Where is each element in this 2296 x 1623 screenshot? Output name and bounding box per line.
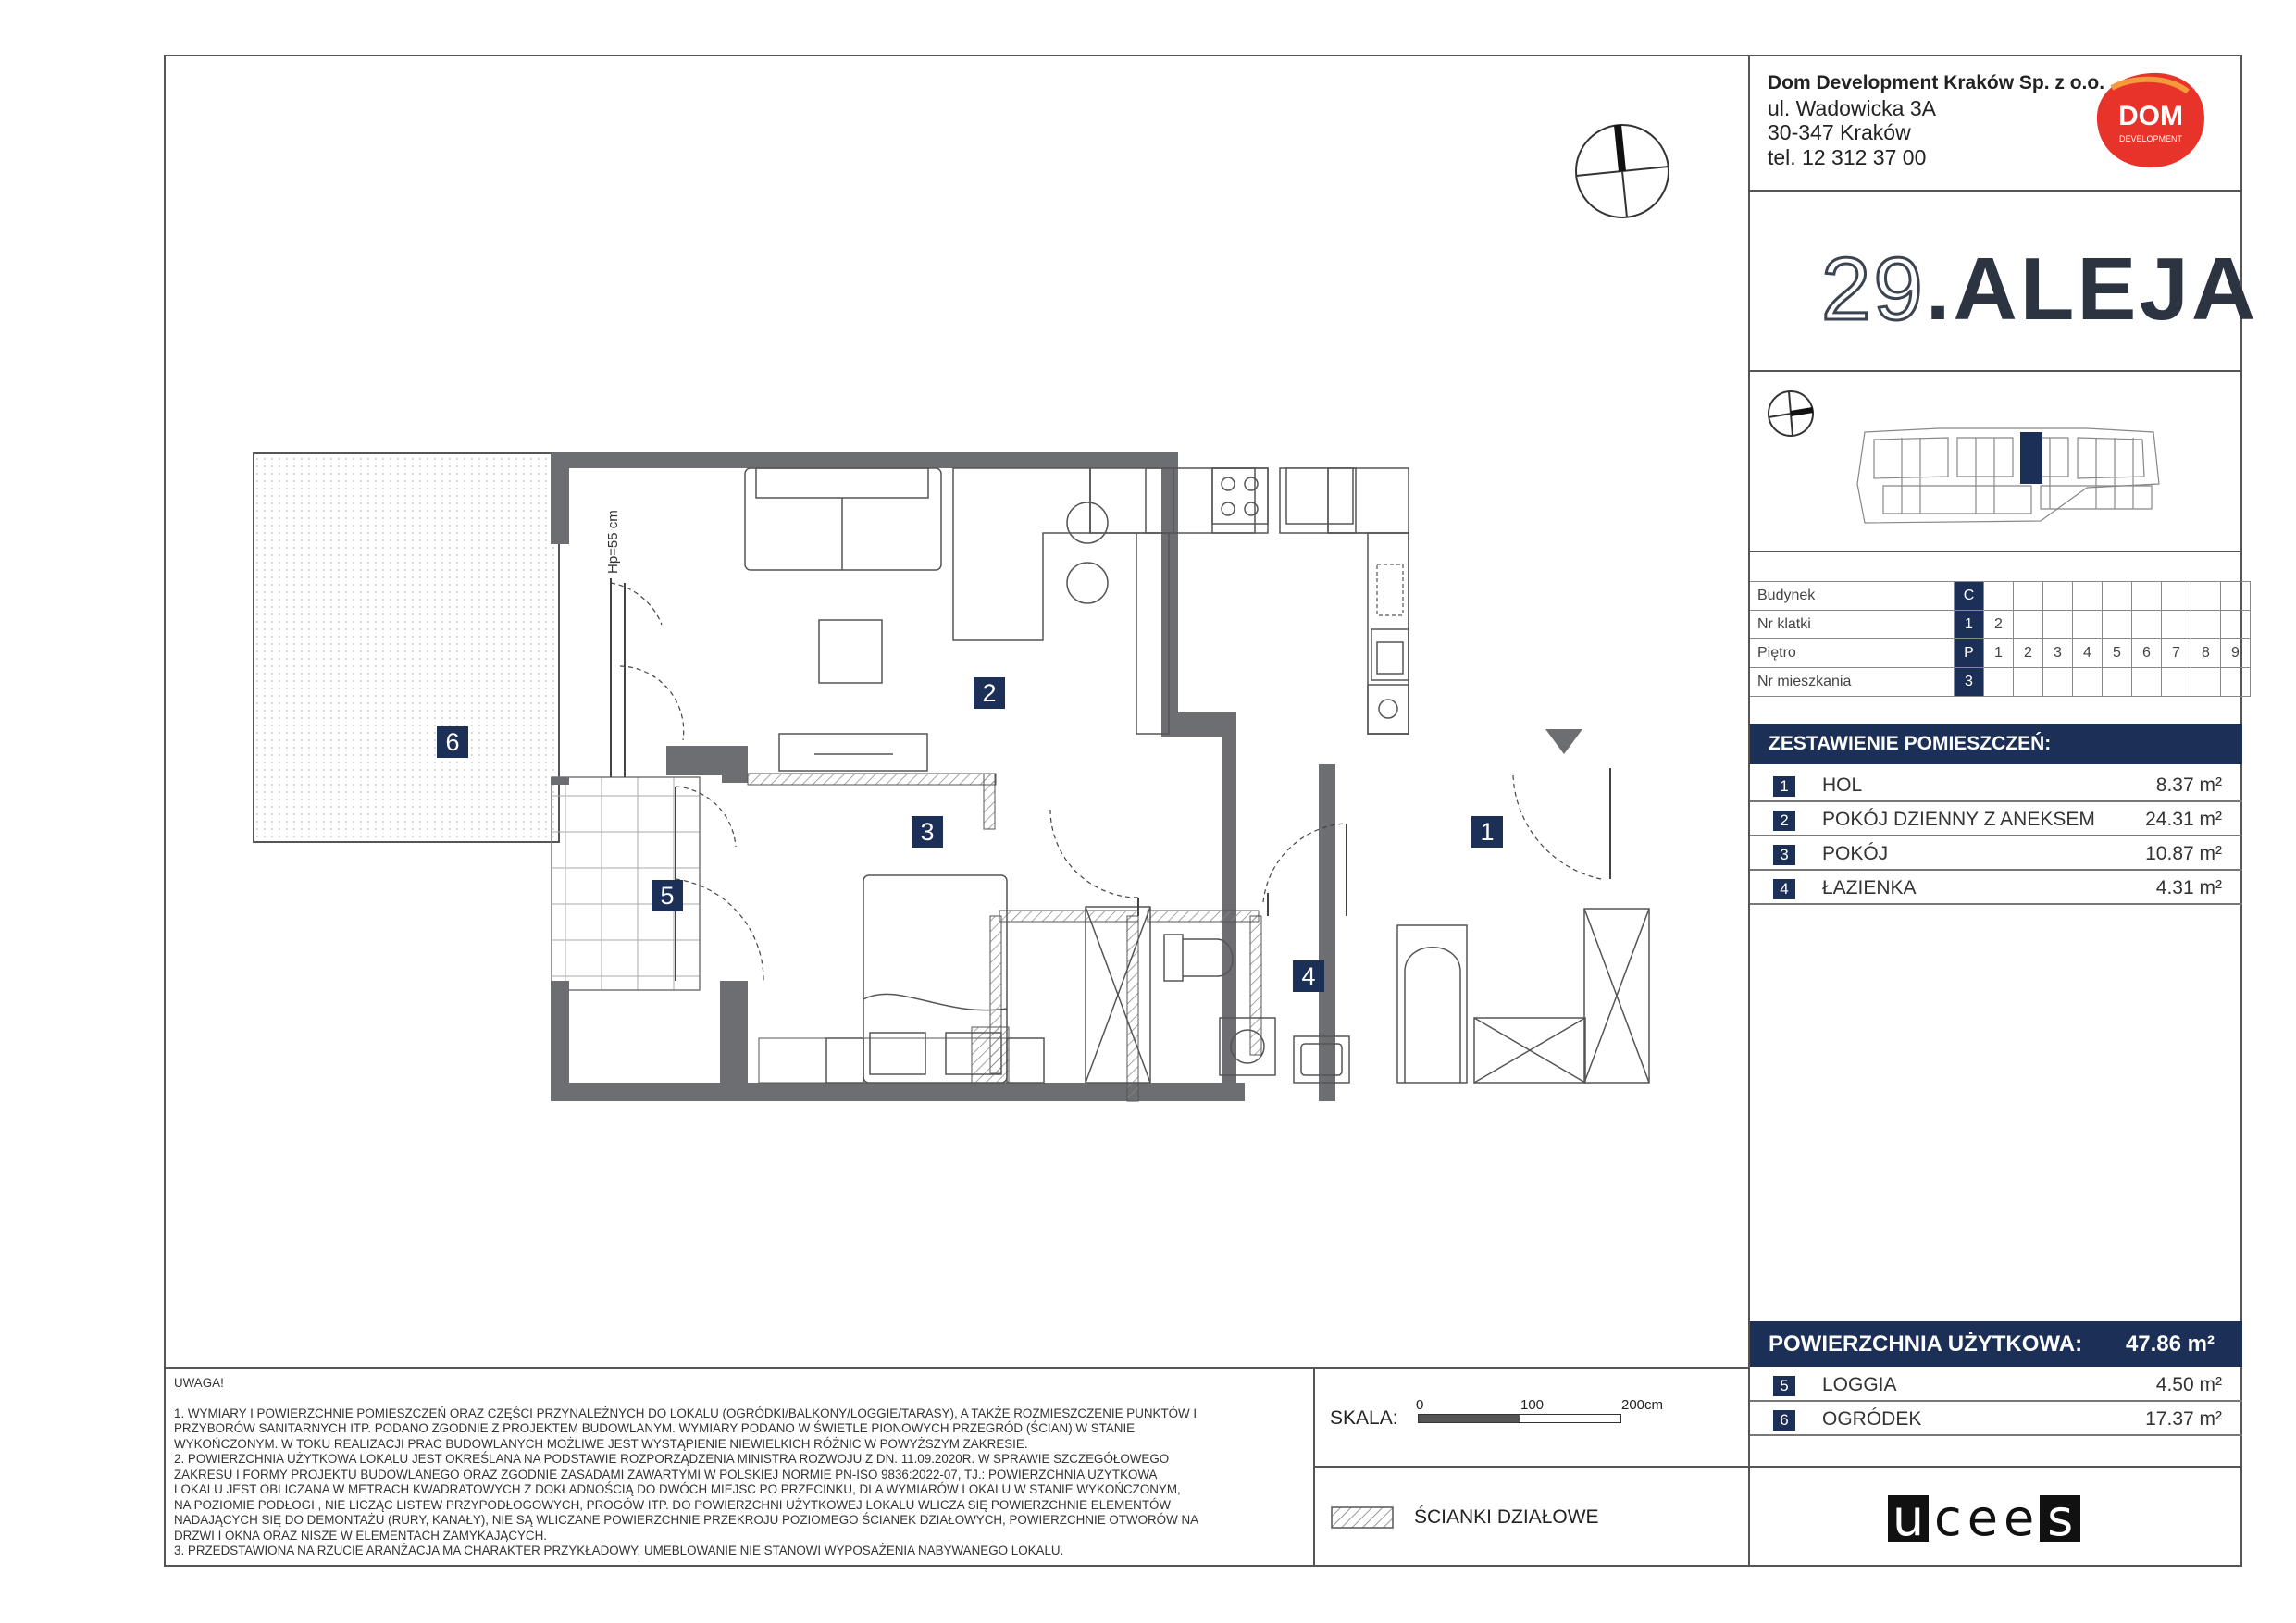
info-cell	[2162, 668, 2191, 697]
info-row-label: Nr klatki	[1750, 611, 1955, 639]
info-cell: C	[1955, 582, 1984, 611]
sofa	[745, 468, 941, 570]
info-cell	[2043, 611, 2073, 639]
room-row	[1750, 837, 2242, 871]
dom-logo-subtext: DEVELOPMENT	[2118, 134, 2183, 143]
room-row	[1750, 872, 2242, 905]
keyplan-selected-unit	[2020, 432, 2042, 484]
room-number: 4	[1773, 879, 1795, 899]
info-cell	[2191, 582, 2221, 611]
room-number: 3	[1773, 845, 1795, 865]
usable-area-bar	[1750, 1321, 2242, 1367]
room-name: LOGGIA	[1822, 1374, 1897, 1395]
info-cell: 4	[2073, 639, 2103, 668]
sink-icon	[1371, 629, 1409, 680]
info-cell	[2014, 668, 2043, 697]
info-cell: 1	[1984, 639, 2014, 668]
info-row	[1750, 639, 2251, 668]
brand-number: 29	[1821, 240, 1926, 339]
info-cell	[2073, 668, 2103, 697]
info-cell: 7	[2162, 639, 2191, 668]
company-street: ul. Wadowicka 3A	[1768, 96, 1936, 120]
notes-divider	[164, 1367, 1750, 1369]
plan-label-3: 3	[912, 816, 943, 848]
bathtub-icon	[1397, 925, 1467, 1083]
room-name: OGRÓDEK	[1822, 1408, 1922, 1430]
garden-area	[254, 453, 559, 842]
room-number: 5	[1773, 1376, 1795, 1396]
company-city: 30-347 Kraków	[1768, 120, 1911, 144]
building-outline	[1857, 428, 2159, 523]
room-name: POKÓJ DZIENNY Z ANEKSEM	[1822, 809, 2095, 830]
info-cell	[2014, 582, 2043, 611]
info-cell	[2221, 611, 2251, 639]
info-cell	[2043, 582, 2073, 611]
info-cell	[2132, 582, 2162, 611]
company-phone: tel. 12 312 37 00	[1768, 145, 1927, 169]
info-cell	[2103, 611, 2132, 639]
sidebar-sep-footer	[1748, 1466, 2242, 1468]
usable-area-label: POWIERZCHNIA UŻYTKOWA:	[1769, 1332, 2083, 1357]
info-cell	[2014, 611, 2043, 639]
room-area: 10.87 m²	[2145, 843, 2222, 864]
room-name: POKÓJ	[1822, 843, 1889, 864]
room-name: ŁAZIENKA	[1822, 877, 1917, 898]
info-row	[1750, 611, 2251, 639]
plan-label-6: 6	[437, 726, 468, 758]
plan-label-5: 5	[652, 880, 683, 911]
info-cell: 2	[1984, 611, 2014, 639]
notes-line: ZAKRESU I FORMY PROJEKTU BUDOWLANEGO ORAZ ZGODNIE ZASADAMI ZAWARTYMI W POLSKIEJ NORMIE PN-ISO 9836:2022-07, TJ.: POWIERZCHNIA UŻYTKOWA	[174, 1467, 1158, 1481]
dom-logo-text: DOM	[2118, 101, 2183, 131]
legend-partition-label: ŚCIANKI DZIAŁOWE	[1414, 1506, 1599, 1528]
info-cell: 3	[2043, 639, 2073, 668]
oven-icon	[1368, 685, 1409, 734]
dom-development-logo	[2093, 69, 2208, 171]
company-name: Dom Development Kraków Sp. z o.o.	[1768, 72, 2105, 93]
partition-walls	[748, 774, 1261, 1101]
unit-info-table	[1750, 581, 2251, 697]
room-area: 4.50 m²	[2155, 1374, 2222, 1395]
extra-room-row	[1750, 1369, 2242, 1402]
wardrobe	[1086, 907, 1649, 1083]
usable-area-value: 47.86 m²	[2125, 1332, 2215, 1357]
info-cell	[1984, 582, 2014, 611]
info-cell	[2132, 611, 2162, 639]
notes-line: WYKOŃCZONYM. W TOKU REALIZACJI PRAC BUDOWLANYCH MOŻLIWE JEST WYSTĄPIENIE NIEWIELKICH RÓŻNIC W POWYŻSZYM ZAKRESIE.	[174, 1436, 1028, 1451]
keyplan-compass-icon	[1769, 391, 1813, 436]
info-cell	[2221, 668, 2251, 697]
info-cell	[2221, 582, 2251, 611]
room-area: 24.31 m²	[2145, 809, 2222, 830]
info-cell	[2162, 611, 2191, 639]
info-row-label: Budynek	[1750, 582, 1955, 611]
scale-bar	[1418, 1414, 1621, 1423]
sidebar-sep-keyplan	[1748, 551, 2242, 552]
room-number: 2	[1773, 811, 1795, 831]
bed	[826, 875, 1044, 1083]
notes-line: DRZWI I OKNA ORAZ NISZE W ELEMENTACH ZAMYKAJĄCYCH.	[174, 1528, 547, 1542]
notes-line: 3. PRZEDSTAWIONA NA RZUCIE ARANŻACJA MA CHARAKTER PRZYKŁADOWY, UMEBLOWANIE NIE STANOWI WYPOSAŻENIA NABYWANEGO LOKALU.	[174, 1543, 1064, 1557]
project-brand	[1821, 239, 2258, 341]
info-cell: 6	[2132, 639, 2162, 668]
notes	[174, 1376, 1303, 1559]
info-cell	[2103, 668, 2132, 697]
info-cell	[2043, 668, 2073, 697]
ucees-logo: u c e e s	[1888, 1495, 2080, 1542]
notes-line: 2. POWIERZCHNIA UŻYTKOWA LOKALU JEST OKREŚLANA NA PODSTAWIE ROZPORZĄDZENIA MINISTRA ROZWOJU Z DN. 11.09.2020R. W SPRAWIE SZCZEGÓŁOWEGO	[174, 1452, 1170, 1466]
scale-tick-0: 0	[1416, 1397, 1424, 1413]
scale-legend-divider	[1313, 1466, 1750, 1468]
info-cell: 8	[2191, 639, 2221, 668]
info-cell	[2132, 668, 2162, 697]
info-row-label: Piętro	[1750, 639, 1955, 668]
plan-label-4: 4	[1293, 960, 1324, 992]
notes-line: PRZYBORÓW SANITARNYCH ITP. PODANO ZGODNIE Z PROJEKTEM BUDOWLANYM. WYMIARY PODANO W ŚWIETLE PIONOWYCH PRZEGRÓD (ŚCIAN) W STANIE	[174, 1421, 1136, 1435]
plan-label-2: 2	[974, 677, 1005, 709]
partition-wall-swatch	[1331, 1506, 1396, 1529]
floor-plan	[241, 435, 1684, 1120]
bar-stools	[1067, 502, 1108, 603]
room-name: HOL	[1822, 774, 1863, 796]
info-row	[1750, 582, 2251, 611]
room-area: 17.37 m²	[2145, 1408, 2222, 1430]
scale-label: SKALA:	[1330, 1407, 1398, 1429]
room-row	[1750, 803, 2242, 836]
room-number: 1	[1773, 776, 1795, 797]
notes-line: 1. WYMIARY I POWIERZCHNIE POMIESZCZEŃ ORAZ CZĘŚCI PRZYNALEŻNYCH DO LOKALU (OGRÓDKI/BALKONY/LOGGIE/TARASY), A TAKŻE ROZMIESZCZENIE PUNKTÓW I	[174, 1406, 1198, 1420]
scale-tick-100: 100	[1520, 1397, 1545, 1413]
info-cell	[1984, 668, 2014, 697]
notes-title: UWAGA!	[174, 1376, 224, 1390]
coffee-table	[819, 620, 882, 683]
info-cell	[2162, 582, 2191, 611]
info-cell: 9	[2221, 639, 2251, 668]
notes-line: NA POZIOMIE PODŁOGI , NIE LICZĄC LISTEW PRZYPODŁOGOWYCH, PROGÓW ITP. DO POWIERZCHNI UŻYTKOWEJ LOKALU WLICZA SIĘ POWIERZCHNIE ELEMENTÓW	[174, 1497, 1172, 1512]
notes-line: LOKALU JEST OBLICZANA W METRACH KWADRATOWYCH Z DOKŁADNOŚCIĄ DO DWÓCH MIEJSC PO PRZECINKU, DLA WYMIARÓW LOKALU W STANIE WYKOŃCZONYM,	[174, 1482, 1181, 1496]
info-cell: P	[1955, 639, 1984, 668]
info-row	[1750, 668, 2251, 697]
rooms-header: ZESTAWIENIE POMIESZCZEŃ:	[1750, 724, 2242, 764]
info-cell: 5	[2103, 639, 2132, 668]
extra-room-row	[1750, 1403, 2242, 1436]
north-arrow-icon	[1571, 120, 1673, 222]
info-cell	[2103, 582, 2132, 611]
info-cell	[2073, 611, 2103, 639]
info-cell	[2073, 582, 2103, 611]
scale-tick-200: 200cm	[1621, 1397, 1664, 1413]
notes-line: NADAJĄCYCH SIĘ DO DEMONTAŻU (RURY, KANAŁY), NIE SĄ WLICZANE POWIERZCHNIE PRZEKROJU POZIOMEGO ŚCIANEK DZIAŁOWYCH, POWIERZCHNIE OTWORÓW NA	[174, 1513, 1199, 1527]
key-plan	[1763, 384, 2235, 546]
info-cell	[2191, 611, 2221, 639]
info-cell	[2191, 668, 2221, 697]
plan-label-1: 1	[1471, 816, 1503, 848]
info-cell: 1	[1955, 611, 1984, 639]
room-area: 8.37 m²	[2155, 774, 2222, 796]
room-number: 6	[1773, 1410, 1795, 1431]
brand-name: .ALEJA	[1925, 240, 2259, 339]
entrance-arrow-icon	[1545, 729, 1582, 754]
height-note: Hp=55 cm	[605, 510, 621, 574]
room-area: 4.31 m²	[2155, 877, 2222, 898]
room-row	[1750, 769, 2242, 802]
sidebar-sep-brand	[1748, 370, 2242, 372]
info-row-label: Nr mieszkania	[1750, 668, 1955, 697]
info-cell: 2	[2014, 639, 2043, 668]
tv-cabinet	[779, 734, 927, 771]
cooktop-icon	[1212, 468, 1268, 524]
info-cell: 3	[1955, 668, 1984, 697]
sidebar-sep-company	[1748, 190, 2242, 192]
